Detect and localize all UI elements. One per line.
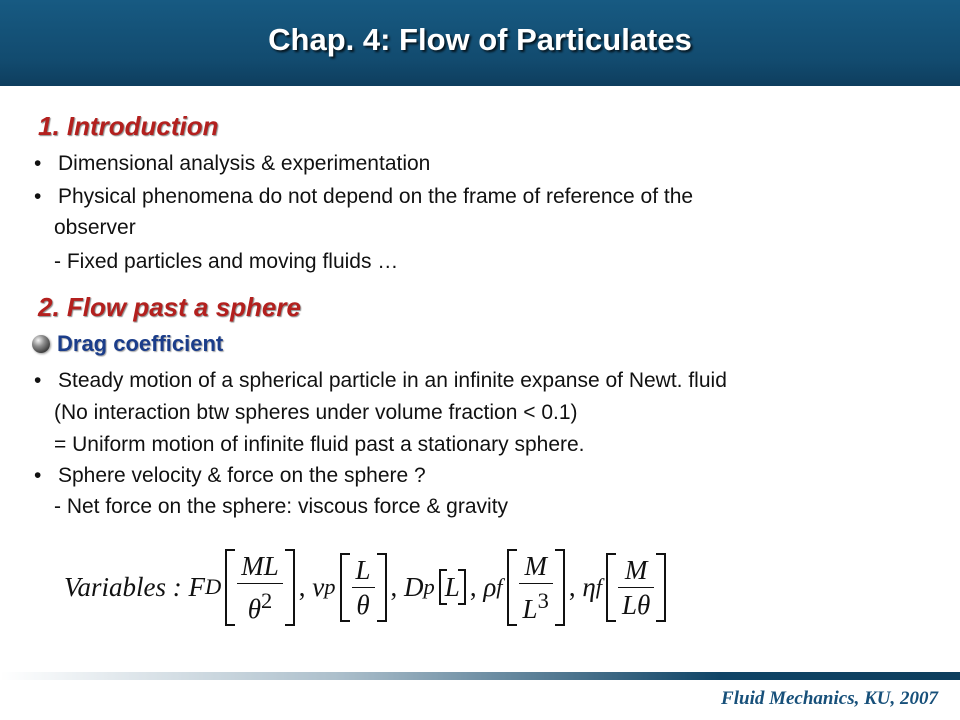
sub-point-text: - Fixed particles and moving fluids … [54, 250, 399, 273]
eq-dp-unit: L [444, 572, 460, 602]
variables-equation [64, 544, 764, 630]
continuation-text: observer [54, 216, 136, 239]
continuation-text: = Uniform motion of infinite fluid past a stationary sphere. [54, 433, 585, 456]
bullet-text: Steady motion of a spherical particle in an infinite expanse of Newt. fluid [58, 369, 727, 392]
eq-dp: D [404, 571, 424, 602]
eq-fd-den-sup: 2 [261, 587, 273, 613]
eq-eta-sub: f [595, 574, 602, 599]
sphere-bullet-icon [32, 335, 50, 353]
eq-fd-num: ML [241, 550, 279, 581]
eq-rho-sub: f [496, 574, 503, 599]
subheading-label: Drag coefficient [57, 331, 224, 356]
eq-vp: v [312, 571, 325, 602]
bullet-item [34, 462, 426, 490]
section-heading-introduction: 1. Introduction [38, 111, 219, 141]
bullet-marker: • [34, 152, 42, 175]
bullet-marker: • [34, 464, 42, 487]
eq-rho-den: L [522, 593, 538, 624]
eq-bracket-velocity [340, 553, 387, 622]
eq-separator: , [568, 571, 576, 602]
eq-rho-den-sup: 3 [537, 587, 549, 613]
bullet-marker: • [34, 369, 42, 392]
eq-eta-den: Lθ [622, 589, 651, 620]
eq-vp-sub: p [324, 574, 336, 599]
eq-separator: , [469, 571, 477, 602]
eq-fraction-density [519, 549, 553, 626]
eq-eta-num: M [624, 554, 648, 585]
eq-fraction-velocity [352, 553, 375, 622]
eq-bracket-diameter [439, 569, 466, 605]
eq-fraction-viscosity [618, 553, 654, 622]
bullet-item [34, 183, 693, 211]
bullet-text: Dimensional analysis & experimentation [58, 152, 431, 175]
eq-separator: , [298, 571, 306, 602]
bullet-text: Sphere velocity & force on the sphere ? [58, 464, 426, 487]
slide-title: Chap. 4: Flow of Particulates [268, 22, 692, 57]
eq-fd-sub: D [205, 574, 222, 599]
footer-band [0, 672, 960, 680]
eq-rho: ρ [483, 571, 497, 602]
eq-bracket-viscosity [606, 553, 666, 622]
eq-fd-den: θ [247, 593, 262, 624]
eq-fraction-force [237, 549, 283, 626]
eq-separator: , [390, 571, 398, 602]
sub-point-text: - Net force on the sphere: viscous force & gravity [54, 495, 509, 518]
bullet-text: Physical phenomena do not depend on the frame of reference of the [58, 185, 694, 208]
eq-vp-num: L [355, 554, 371, 585]
eq-eta: η [582, 571, 596, 602]
eq-rho-num: M [524, 550, 547, 581]
footer-credit: Fluid Mechanics, KU, 2007 [721, 688, 938, 709]
eq-bracket-density [507, 549, 565, 626]
title-bar [0, 0, 960, 86]
section-heading-flow-past-sphere: 2. Flow past a sphere [38, 292, 301, 322]
eq-vp-den: θ [356, 589, 370, 620]
continuation-text: (No interaction btw spheres under volume fraction < 0.1) [54, 401, 578, 424]
bullet-item [34, 150, 430, 178]
eq-bracket-force [225, 549, 295, 626]
bullet-item [34, 367, 727, 395]
bullet-marker: • [34, 185, 42, 208]
eq-lead: Variables : F [64, 571, 205, 602]
eq-dp-sub: p [423, 574, 435, 599]
